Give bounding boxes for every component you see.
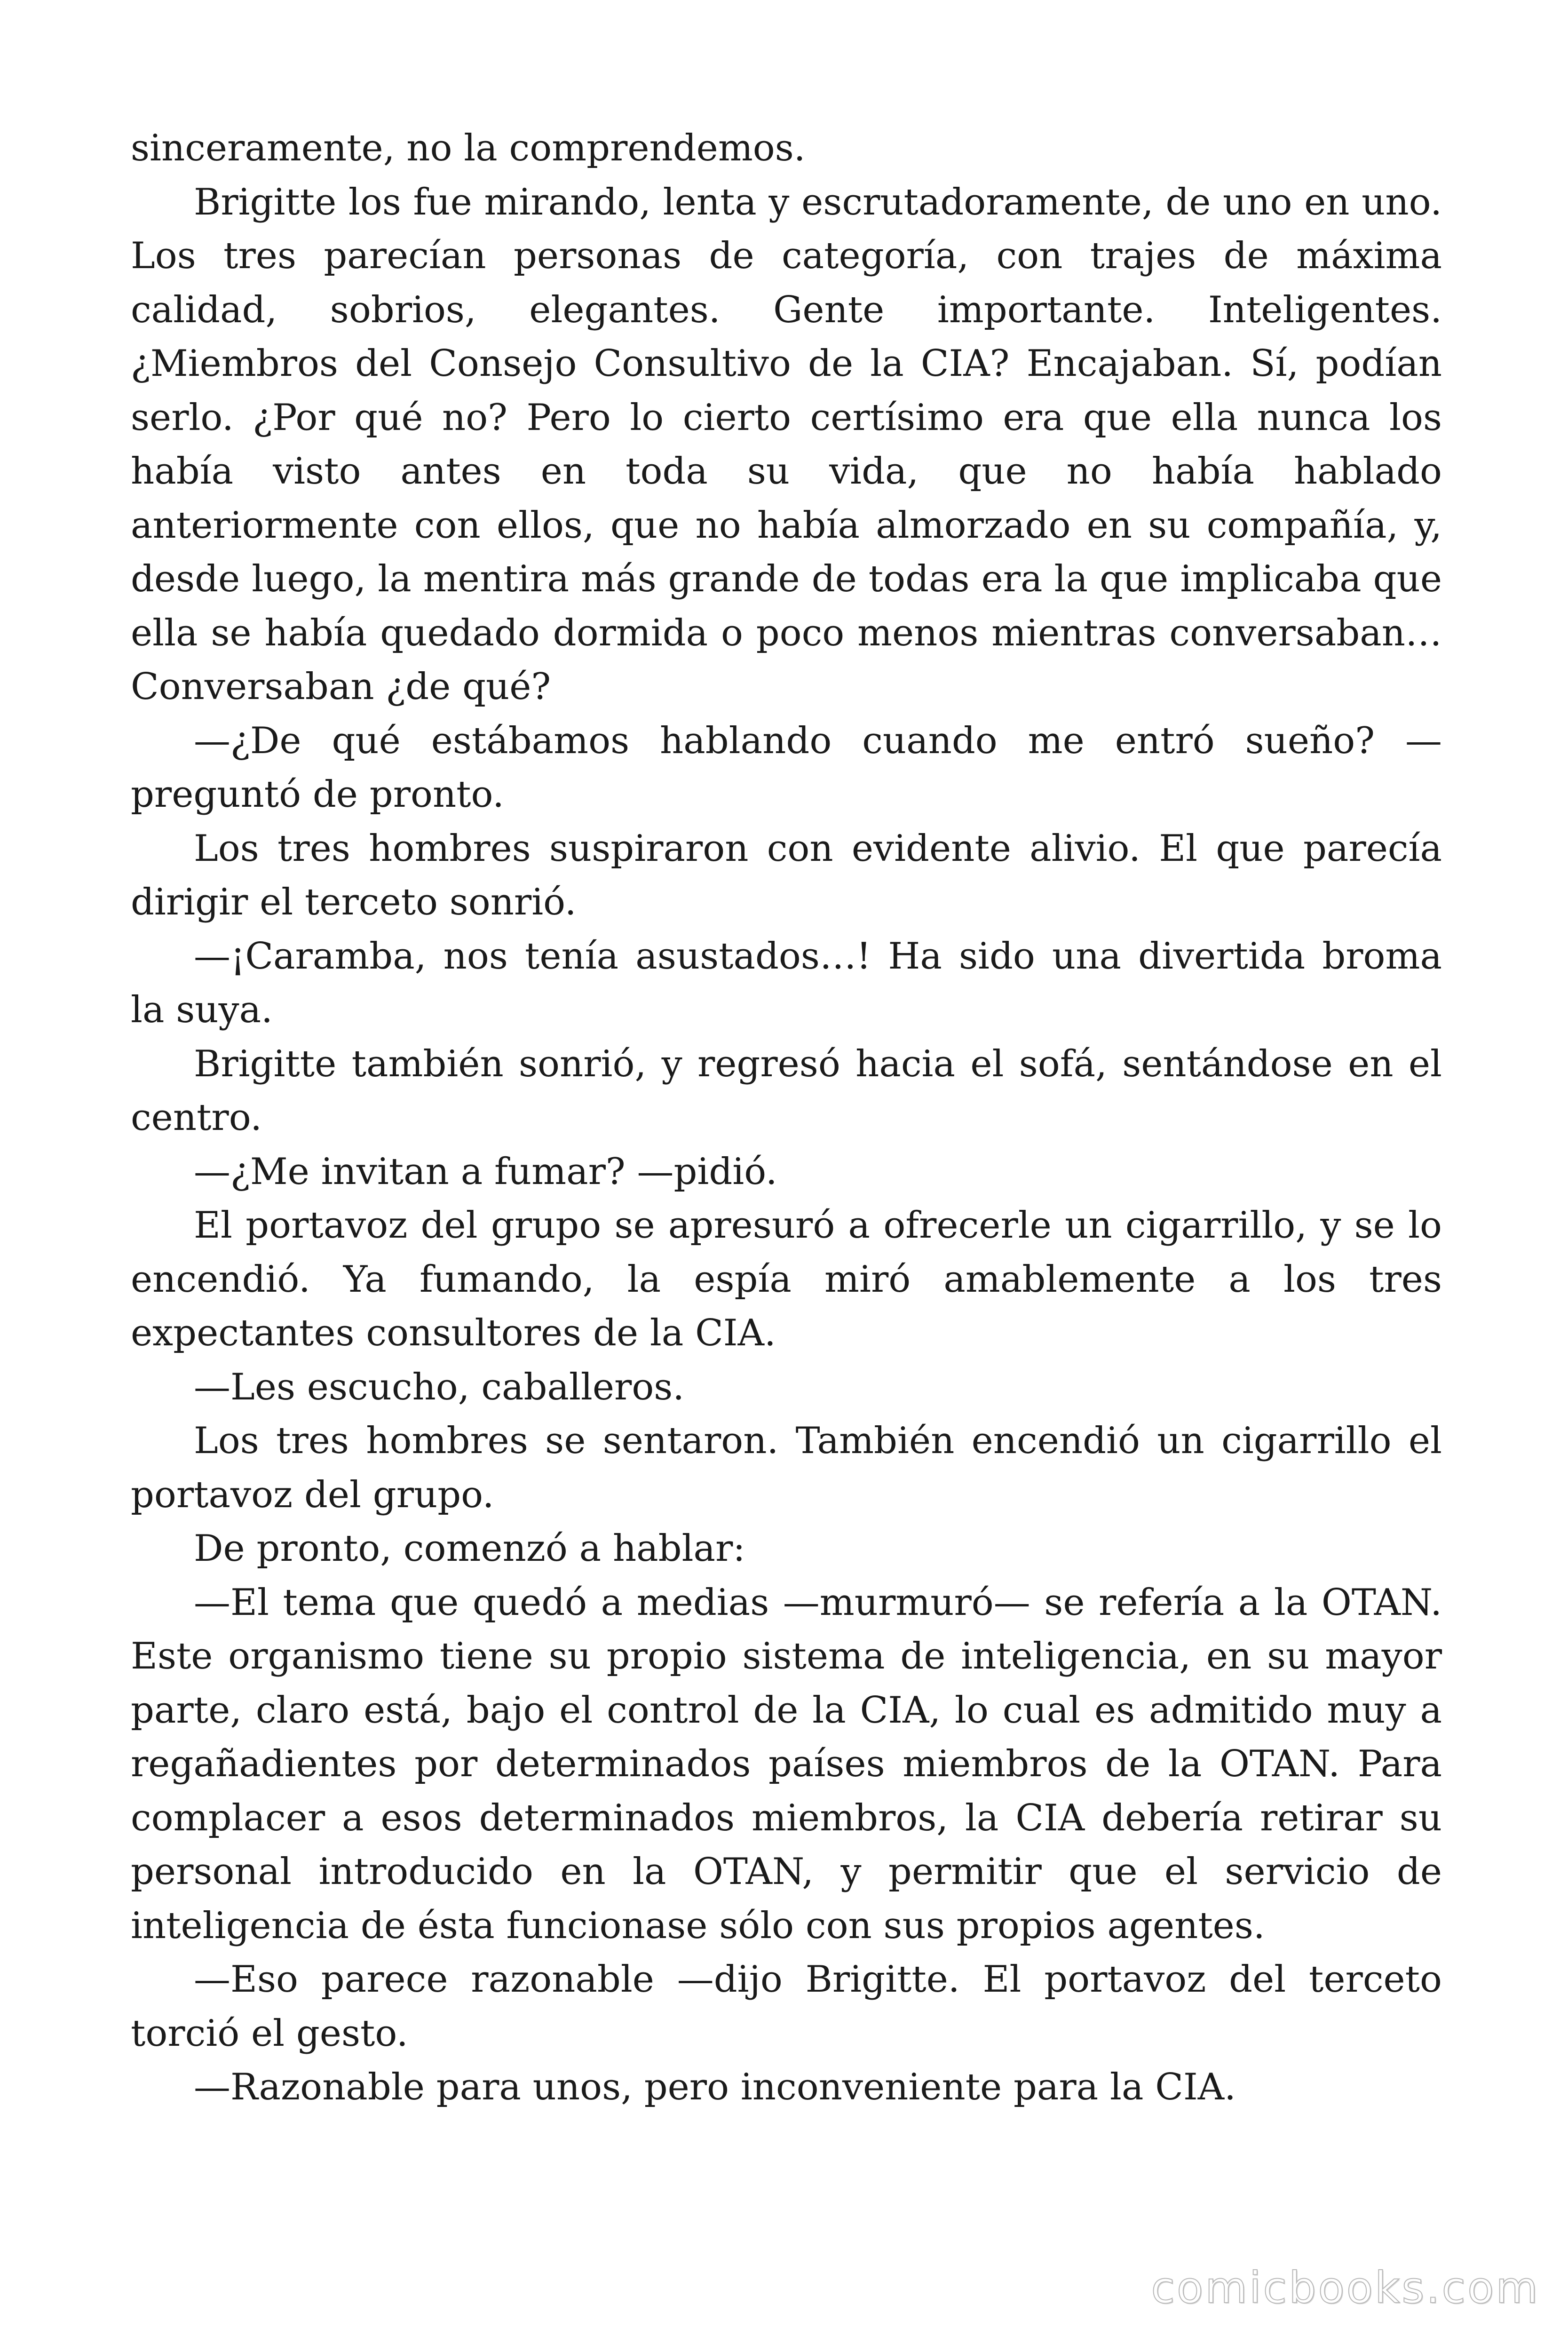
paragraph: De pronto, comenzó a hablar: bbox=[194, 1527, 745, 1570]
paragraph: Los tres hombres suspiraron con evidente alivio. El que parecía dirigir el terceto sonrió. bbox=[131, 827, 1442, 923]
paragraph: Brigitte los fue mirando, lenta y escrutadoramente, de uno en uno. Los tres parecían personas de categoría, con trajes de máxima calidad, sobrios, elegantes. Gente importante. Inteligentes. ¿Miembros del Consejo Consultivo de la CIA? Encajaban. Sí, podían serlo. ¿Por qué no? Pero lo cierto certísimo era que ella nunca los había visto antes en toda su vida, que no había hablado anteriormente con ellos, que no había almorzado en su compañía, y, desde luego, la mentira más grande de todas era la que implicaba que ella se había quedado dormida o poco menos mientras conversaban… Conversaban ¿de qué? bbox=[131, 181, 1442, 708]
paragraph: —Razonable para unos, pero inconveniente para la CIA. bbox=[194, 2066, 1236, 2108]
paragraph: sinceramente, no la comprendemos. bbox=[131, 127, 806, 169]
paragraph: —¡Caramba, nos tenía asustados…! Ha sido una divertida broma la suya. bbox=[131, 935, 1442, 1031]
paragraph: El portavoz del grupo se apresuró a ofrecerle un cigarrillo, y se lo encendió. Ya fumando, la espía miró amablemente a los tres expectantes consultores de la CIA. bbox=[131, 1204, 1442, 1354]
paragraph: —El tema que quedó a medias —murmuró— se refería a la OTAN. Este organismo tiene su propio sistema de inteligencia, en su mayor parte, claro está, bajo el control de la CIA, lo cual es admitido muy a regañadientes por determinados países miembros de la OTAN. Para complacer a esos determinados miembros, la CIA debería retirar su personal introducido en la OTAN, y permitir que el servicio de inteligencia de ésta funcionase sólo con sus propios agentes. bbox=[131, 1581, 1442, 1947]
paragraph: Los tres hombres se sentaron. También encendió un cigarrillo el portavoz del grupo. bbox=[131, 1420, 1442, 1516]
paragraph: Brigitte también sonrió, y regresó hacia el sofá, sentándose en el centro. bbox=[131, 1042, 1442, 1139]
book-page-text bbox=[131, 121, 1442, 2114]
watermark: comicbooks.com bbox=[1151, 2263, 1540, 2313]
paragraph: —Les escucho, caballeros. bbox=[194, 1366, 685, 1408]
paragraph: —¿De qué estábamos hablando cuando me entró sueño? —preguntó de pronto. bbox=[131, 719, 1442, 816]
paragraph: —¿Me invitan a fumar? —pidió. bbox=[194, 1150, 777, 1193]
paragraph: —Eso parece razonable —dijo Brigitte. El portavoz del terceto torció el gesto. bbox=[131, 1958, 1442, 2055]
